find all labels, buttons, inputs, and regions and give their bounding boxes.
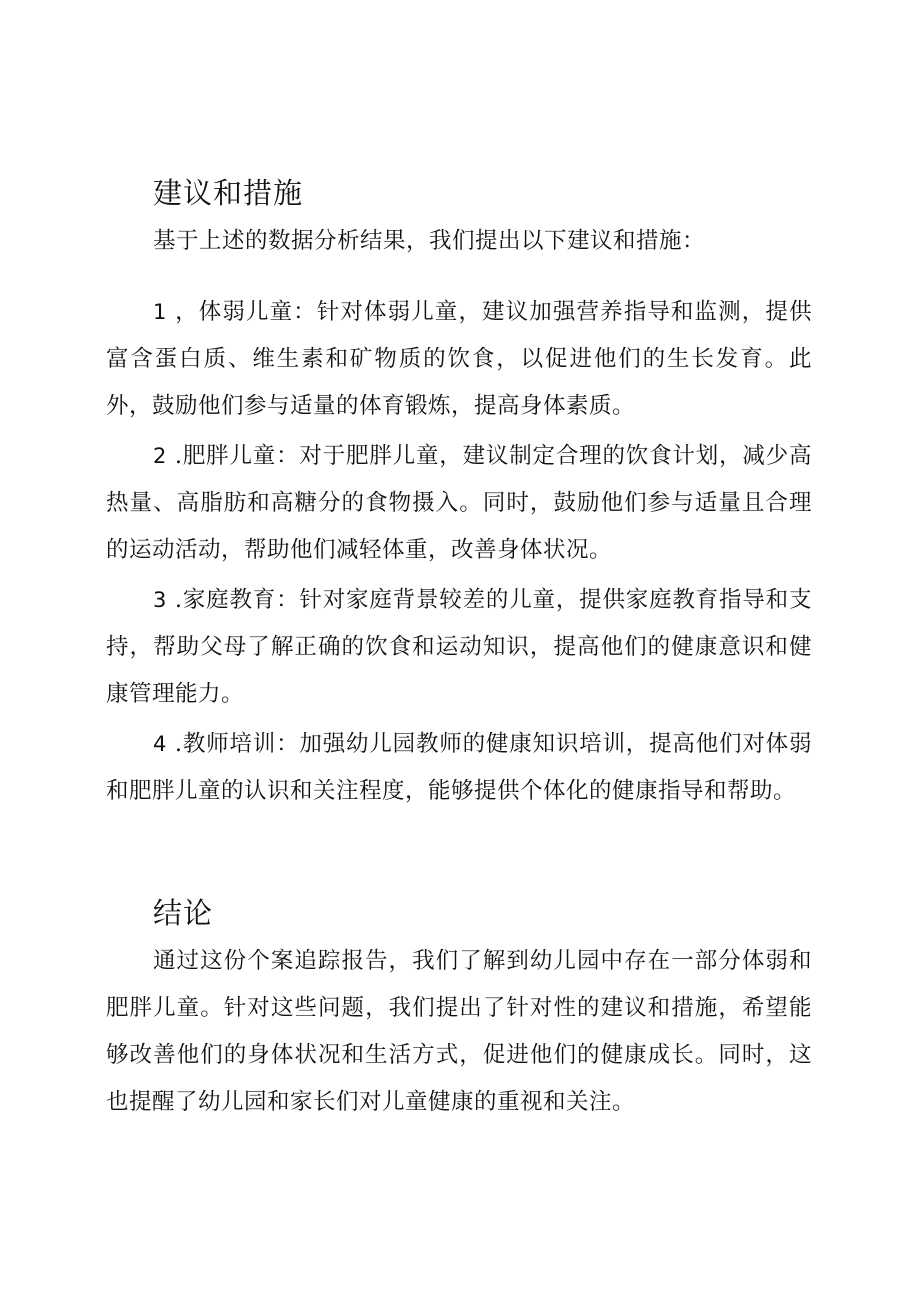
recommendations-heading: 建议和措施 (153, 176, 304, 210)
item-number: 2 (153, 444, 167, 468)
conclusion-text: 通过这份个案追踪报告，我们了解到幼儿园中存在一部分体弱和肥胖儿童。针对这些问题，我们提出了针对性的建议和措施，希望能够改善他们的身体状况和生活方式，促进他们的健康成长。同时，这也提醒了幼儿园和家长们对儿童健康的重视和关注。 (106, 948, 812, 1115)
item-text: 教师培训：加强幼儿园教师的健康知识培训，提高他们对体弱和肥胖儿童的认识和关注程度，能够提供个体化的健康指导和帮助。 (106, 731, 812, 804)
item-separator: . (174, 731, 183, 757)
item-text: 体弱儿童：针对体弱儿童，建议加强营养指导和监测，提供富含蛋白质、维生素和矿物质的饮食，以促进他们的生长发育。此外，鼓励他们参与适量的体育锻炼，提高身体素质。 (106, 299, 812, 419)
conclusion-heading: 结论 (153, 896, 214, 930)
conclusion-section (106, 888, 812, 1126)
recommendation-item-4 (106, 721, 812, 815)
item-number: 3 (153, 588, 167, 612)
item-text: 肥胖儿童：对于肥胖儿童，建议制定合理的饮食计划，减少高热量、高脂肪和高糖分的食物摄入。同时，鼓励他们参与适量且合理的运动活动，帮助他们减轻体重，改善身体状况。 (106, 443, 812, 563)
recommendations-section (106, 168, 812, 818)
recommendation-item-2 (106, 433, 812, 574)
recommendation-item-3 (106, 577, 812, 718)
item-separator: . (174, 587, 183, 613)
item-number: 1 (153, 300, 167, 324)
item-text: 家庭教育：针对家庭背景较差的儿童，提供家庭教育指导和支持，帮助父母了解正确的饮食和运动知识，提高他们的健康意识和健康管理能力。 (106, 587, 812, 707)
item-separator: . (174, 443, 183, 469)
recommendation-item-1 (106, 289, 812, 430)
recommendations-intro: 基于上述的数据分析结果，我们提出以下建议和措施： (153, 228, 706, 254)
item-separator: ， (175, 299, 199, 325)
item-number: 4 (153, 732, 167, 756)
